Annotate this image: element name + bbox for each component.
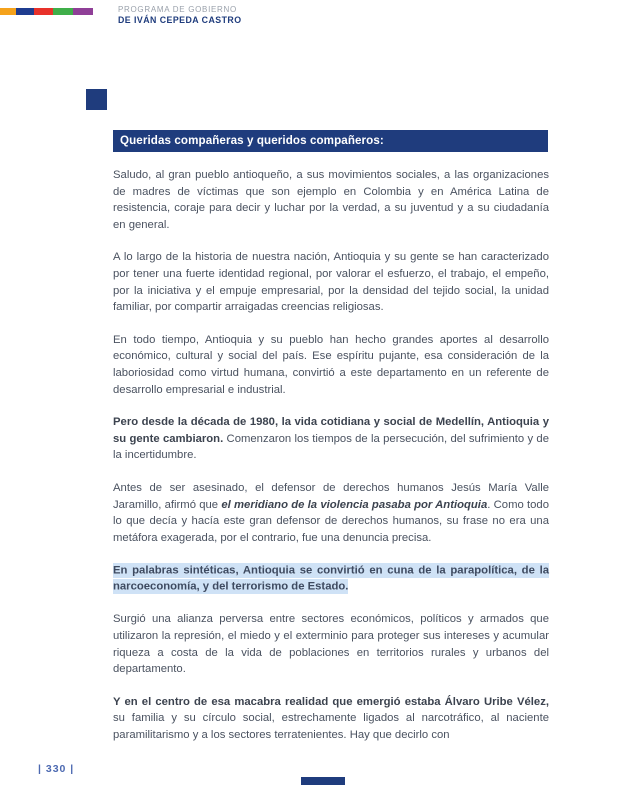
brand-color-stripe bbox=[0, 8, 93, 15]
program-header bbox=[118, 5, 242, 25]
paragraph-1-text: Saludo, al gran pueblo antioqueño, a sus movimientos sociales, a las organizaciones de madres de víctimas que son ejemplo en Colombia y en América Latina de resistencia, coraje para decir y luchar por la verdad, a su juventud y a su ciudadanía en general. bbox=[113, 169, 549, 231]
highlighted-statement: En palabras sintéticas, Antioquia se convirtió en cuna de la parapolítica, de la narcoeconomía, y del terrorismo de Estado. bbox=[113, 564, 549, 593]
paragraph-5-quote-text: el meridiano de la violencia pasaba por Antioquia bbox=[221, 498, 488, 511]
paragraph-8-text: su familia y su círculo social, estrechamente ligados al narcotráfico, al naciente paramilitarismo y a los sectores terratenientes. Hay que decirlo con bbox=[113, 712, 549, 742]
paragraph-5-text-b: . Como todo lo que decía y hacía este gran defensor de derechos humanos, su frase no era una metáfora exagerada, por el contrario, fue una denuncia precisa. bbox=[113, 498, 549, 544]
paragraph-7-text: Surgió una alianza perversa entre sectores económicos, políticos y armados que utilizaron la represión, el miedo y el exterminio para proteger sus intereses y acumular riqueza a costa de la vida de poblaciones en territorios rurales y urbanos del departamento. bbox=[113, 613, 549, 676]
stripe-segment-green bbox=[53, 8, 73, 15]
program-header-line1: PROGRAMA DE GOBIERNO bbox=[118, 5, 237, 14]
program-header-line2: DE IVÁN CEPEDA CASTRO bbox=[118, 15, 242, 26]
stripe-segment-purple bbox=[73, 8, 93, 15]
paragraph-6-highlighted bbox=[113, 562, 549, 595]
paragraph-4-bold-text: Pero desde la década de 1980, la vida cotidiana y social de Medellín, Antioquia y su gente cambiaron. bbox=[113, 416, 549, 445]
footer-decoration-mark bbox=[301, 777, 345, 785]
paragraph-5 bbox=[113, 480, 549, 546]
stripe-segment-red bbox=[34, 8, 53, 15]
section-banner: Queridas compañeras y queridos compañeros: bbox=[113, 130, 548, 152]
stripe-segment-orange bbox=[0, 8, 16, 15]
body-text bbox=[113, 167, 549, 760]
paragraph-5-text-a: Antes de ser asesinado, el defensor de derechos humanos Jesús María Valle Jaramillo, afirmó que bbox=[113, 481, 549, 511]
corner-decoration-square bbox=[86, 89, 107, 110]
paragraph-7 bbox=[113, 611, 549, 677]
paragraph-1 bbox=[113, 167, 549, 233]
page-number: | 330 | bbox=[38, 763, 75, 775]
stripe-segment-blue bbox=[16, 8, 34, 15]
paragraph-3-text: En todo tiempo, Antioquia y su pueblo han hecho grandes aportes al desarrollo económico, cultural y social del país. Ese espíritu pujante, esa consideración de la laboriosidad como virtud humana, convirtió a este departamento en un referente de desarrollo empresarial e industrial. bbox=[113, 333, 549, 396]
paragraph-3 bbox=[113, 332, 549, 398]
paragraph-2 bbox=[113, 249, 549, 315]
paragraph-4 bbox=[113, 414, 549, 464]
paragraph-4-text: Comenzaron los tiempos de la persecución, del sufrimiento y de la incertidumbre. bbox=[113, 432, 549, 462]
paragraph-2-text: A lo largo de la historia de nuestra nación, Antioquia y su gente se han caracterizado por tener una fuerte identidad regional, por valorar el esfuerzo, el trabajo, el empeño, por la iniciativa y el empuje empresarial, por la densidad del tejido social, la unidad familiar, por compartir arraigadas creencias religiosas. bbox=[113, 251, 549, 314]
paragraph-8-bold-text: Y en el centro de esa macabra realidad que emergió estaba Álvaro Uribe Vélez, bbox=[113, 695, 549, 708]
paragraph-8 bbox=[113, 694, 549, 744]
